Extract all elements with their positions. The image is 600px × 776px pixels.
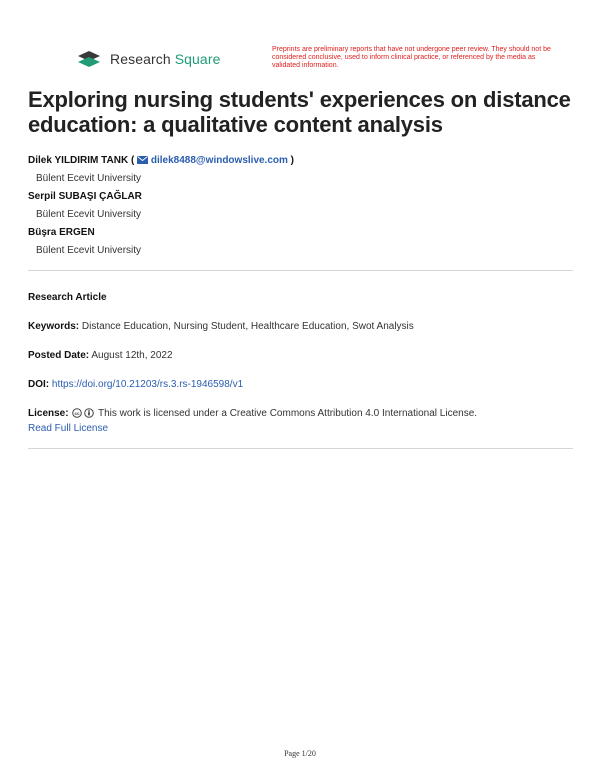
author-email-wrapper: ( dilek8488@windowslive.com ) [130,155,295,166]
license-row [28,406,576,436]
svg-text:cc: cc [74,410,80,416]
logo-text [110,51,220,67]
page-number: Page 1/20 [284,749,316,758]
author-name: Serpil SUBAŞI ÇAĞLAR [28,191,142,202]
author-list [28,152,576,260]
author-affiliation: Bülent Ecevit University [36,209,142,220]
author-email-link[interactable]: dilek8488@windowslive.com [150,155,288,166]
author-affiliation: Bülent Ecevit University [36,245,142,256]
logo-word-research: Research [110,51,171,67]
read-full-license-link[interactable]: Read Full License [28,423,109,434]
license-label: License: [28,408,69,419]
research-square-logo-icon [76,49,104,69]
doi-row [28,377,576,392]
article-type: Research Article [28,292,107,303]
divider [28,448,573,449]
posted-date-row [28,348,576,363]
preprint-disclaimer: Preprints are preliminary reports that have not undergone peer review. They should not be considered conclusive, used to inform clinical practice, or referenced by the media as validated information. [272,46,551,69]
article-title: Exploring nursing students' experiences on distance education: a qualitative content analysis [28,87,571,137]
research-square-logo [76,47,220,71]
attribution-icon [84,408,94,418]
logo-word-square: Square [174,51,221,67]
divider [28,270,573,271]
author-name: Büşra ERGEN [28,227,95,238]
posted-date-value: August 12th, 2022 [91,350,173,361]
keywords-value: Distance Education, Nursing Student, Healthcare Education, Swot Analysis [81,321,414,332]
posted-date-label: Posted Date: [28,350,90,361]
author-name: Dilek YILDIRIM TANK [28,155,129,166]
license-text: This work is licensed under a Creative Commons Attribution 4.0 International License. [97,408,478,419]
keywords-label: Keywords: [28,321,80,332]
keywords-row [28,319,576,334]
doi-link[interactable]: https://doi.org/10.21203/rs.3.rs-1946598/v1 [51,379,244,390]
envelope-icon [137,156,148,164]
author-entry [28,152,576,170]
author-affiliation: Bülent Ecevit University [36,173,142,184]
creative-commons-icon [72,408,82,418]
doi-label: DOI: [28,379,50,390]
